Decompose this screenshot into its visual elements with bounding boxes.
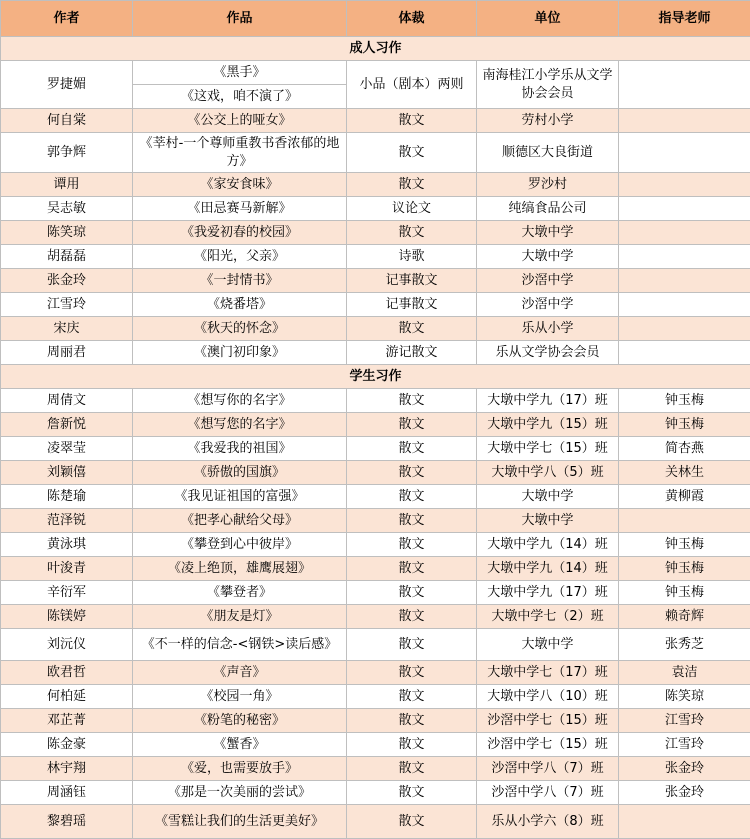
unit-cell: 大墩中学九（15）班 xyxy=(477,413,619,437)
author-cell: 黄泳琪 xyxy=(1,533,133,557)
work-cell: 《朋友是灯》 xyxy=(133,605,347,629)
table-row xyxy=(1,269,750,293)
table-row xyxy=(1,661,750,685)
teacher-cell: 江雪玲 xyxy=(619,733,750,757)
genre-cell: 诗歌 xyxy=(347,245,477,269)
genre-cell: 游记散文 xyxy=(347,341,477,365)
unit-cell: 大墩中学八（10）班 xyxy=(477,685,619,709)
work-cell: 《莘村-一个尊师重教书香浓郁的地方》 xyxy=(133,133,347,173)
table-header xyxy=(1,1,750,37)
genre-cell: 散文 xyxy=(347,109,477,133)
work-cell: 《家安食味》 xyxy=(133,173,347,197)
table-row xyxy=(1,245,750,269)
work-cell: 《一封情书》 xyxy=(133,269,347,293)
genre-cell: 议论文 xyxy=(347,197,477,221)
teacher-cell: 关林生 xyxy=(619,461,750,485)
work-cell: 《田忌赛马新解》 xyxy=(133,197,347,221)
table-row xyxy=(1,197,750,221)
teacher-cell: 袁洁 xyxy=(619,661,750,685)
genre-cell: 散文 xyxy=(347,509,477,533)
work-cell: 《想写您的名字》 xyxy=(133,413,347,437)
work-cell: 《想写你的名字》 xyxy=(133,389,347,413)
author-cell: 陈镁婷 xyxy=(1,605,133,629)
table-row xyxy=(1,293,750,317)
teacher-cell xyxy=(619,61,750,109)
table-row xyxy=(1,341,750,365)
unit-cell: 大墩中学 xyxy=(477,509,619,533)
genre-cell: 散文 xyxy=(347,173,477,197)
work-cell: 《这戏，咱不演了》 xyxy=(133,85,347,109)
work-cell: 《我爱我的祖国》 xyxy=(133,437,347,461)
teacher-cell xyxy=(619,197,750,221)
work-cell: 《烧番塔》 xyxy=(133,293,347,317)
teacher-cell: 赖奇辉 xyxy=(619,605,750,629)
genre-cell: 记事散文 xyxy=(347,293,477,317)
table-row xyxy=(1,413,750,437)
work-cell: 《攀登到心中彼岸》 xyxy=(133,533,347,557)
genre-cell: 散文 xyxy=(347,485,477,509)
table-row xyxy=(1,221,750,245)
unit-cell: 大墩中学七（15）班 xyxy=(477,437,619,461)
teacher-cell xyxy=(619,221,750,245)
work-cell: 《把孝心献给父母》 xyxy=(133,509,347,533)
table-row xyxy=(1,629,750,661)
work-cell: 《那是一次美丽的尝试》 xyxy=(133,781,347,805)
table-row xyxy=(1,133,750,173)
genre-cell: 散文 xyxy=(347,533,477,557)
section-title-adult: 成人习作 xyxy=(1,37,750,61)
unit-cell: 劳村小学 xyxy=(477,109,619,133)
teacher-cell xyxy=(619,341,750,365)
work-cell: 《蟹香》 xyxy=(133,733,347,757)
work-cell: 《声音》 xyxy=(133,661,347,685)
teacher-cell: 钟玉梅 xyxy=(619,557,750,581)
author-cell: 周丽君 xyxy=(1,341,133,365)
unit-cell: 沙滘中学八（7）班 xyxy=(477,757,619,781)
teacher-cell xyxy=(619,805,750,839)
table-row xyxy=(1,317,750,341)
author-cell: 凌翠莹 xyxy=(1,437,133,461)
genre-cell: 散文 xyxy=(347,221,477,245)
unit-cell: 大墩中学 xyxy=(477,629,619,661)
author-cell: 林宇翔 xyxy=(1,757,133,781)
unit-cell: 大墩中学 xyxy=(477,245,619,269)
author-cell: 江雪玲 xyxy=(1,293,133,317)
work-cell: 《我爱初春的校园》 xyxy=(133,221,347,245)
header-unit: 单位 xyxy=(477,1,619,37)
genre-cell: 散文 xyxy=(347,317,477,341)
table-row xyxy=(1,509,750,533)
unit-cell: 大墩中学 xyxy=(477,485,619,509)
work-cell: 《公交上的哑女》 xyxy=(133,109,347,133)
teacher-cell xyxy=(619,133,750,173)
table-row xyxy=(1,533,750,557)
work-cell: 《粉笔的秘密》 xyxy=(133,709,347,733)
author-cell: 邓芷菁 xyxy=(1,709,133,733)
genre-cell: 散文 xyxy=(347,685,477,709)
teacher-cell: 钟玉梅 xyxy=(619,581,750,605)
author-cell: 范泽锐 xyxy=(1,509,133,533)
table-row xyxy=(1,685,750,709)
author-cell: 张金玲 xyxy=(1,269,133,293)
work-cell: 《我见证祖国的富强》 xyxy=(133,485,347,509)
genre-cell: 散文 xyxy=(347,709,477,733)
teacher-cell xyxy=(619,245,750,269)
work-cell: 《不一样的信念-<钢铁>读后感》 xyxy=(133,629,347,661)
section-row-adult xyxy=(1,37,750,61)
genre-cell: 散文 xyxy=(347,557,477,581)
table-row xyxy=(1,461,750,485)
teacher-cell: 张秀芝 xyxy=(619,629,750,661)
table-row xyxy=(1,389,750,413)
author-cell: 谭用 xyxy=(1,173,133,197)
unit-cell: 沙滘中学七（15）班 xyxy=(477,733,619,757)
work-cell: 《校园一角》 xyxy=(133,685,347,709)
author-cell: 欧君哲 xyxy=(1,661,133,685)
genre-cell: 记事散文 xyxy=(347,269,477,293)
teacher-cell xyxy=(619,173,750,197)
genre-cell: 小品（剧本）两则 xyxy=(347,61,477,109)
unit-cell: 沙滘中学 xyxy=(477,269,619,293)
teacher-cell: 钟玉梅 xyxy=(619,413,750,437)
author-cell: 罗捷媚 xyxy=(1,61,133,109)
teacher-cell xyxy=(619,509,750,533)
unit-cell: 大墩中学九（14）班 xyxy=(477,557,619,581)
genre-cell: 散文 xyxy=(347,661,477,685)
author-cell: 詹新悦 xyxy=(1,413,133,437)
unit-cell: 沙滘中学八（7）班 xyxy=(477,781,619,805)
author-cell: 周倩文 xyxy=(1,389,133,413)
teacher-cell xyxy=(619,109,750,133)
teacher-cell: 钟玉梅 xyxy=(619,533,750,557)
unit-cell: 顺德区大良街道 xyxy=(477,133,619,173)
author-cell: 宋庆 xyxy=(1,317,133,341)
unit-cell: 大墩中学七（2）班 xyxy=(477,605,619,629)
author-cell: 刘沅仪 xyxy=(1,629,133,661)
work-cell: 《攀登者》 xyxy=(133,581,347,605)
table-body xyxy=(1,37,750,839)
genre-cell: 散文 xyxy=(347,413,477,437)
genre-cell: 散文 xyxy=(347,461,477,485)
table-row xyxy=(1,757,750,781)
author-cell: 周涵钰 xyxy=(1,781,133,805)
genre-cell: 散文 xyxy=(347,805,477,839)
genre-cell: 散文 xyxy=(347,581,477,605)
unit-cell: 大墩中学九（17）班 xyxy=(477,389,619,413)
table-row xyxy=(1,109,750,133)
table-row xyxy=(1,557,750,581)
table-row xyxy=(1,173,750,197)
work-cell: 《爱，也需要放手》 xyxy=(133,757,347,781)
work-cell: 《骄傲的国旗》 xyxy=(133,461,347,485)
unit-cell: 大墩中学九（14）班 xyxy=(477,533,619,557)
teacher-cell: 简杏燕 xyxy=(619,437,750,461)
teacher-cell: 钟玉梅 xyxy=(619,389,750,413)
author-cell: 黎碧瑶 xyxy=(1,805,133,839)
table-row xyxy=(1,581,750,605)
header-work: 作品 xyxy=(133,1,347,37)
table-row xyxy=(1,605,750,629)
unit-cell: 乐从小学六（8）班 xyxy=(477,805,619,839)
author-cell: 郭争辉 xyxy=(1,133,133,173)
author-cell: 何柏延 xyxy=(1,685,133,709)
table-row xyxy=(1,733,750,757)
author-cell: 陈笑琼 xyxy=(1,221,133,245)
work-cell: 《澳门初印象》 xyxy=(133,341,347,365)
work-cell: 《凌上绝顶，雄鹰展翅》 xyxy=(133,557,347,581)
unit-cell: 南海桂江小学乐从文学协会会员 xyxy=(477,61,619,109)
author-cell: 叶浚青 xyxy=(1,557,133,581)
genre-cell: 散文 xyxy=(347,757,477,781)
genre-cell: 散文 xyxy=(347,733,477,757)
table-row xyxy=(1,61,750,85)
unit-cell: 沙滘中学七（15）班 xyxy=(477,709,619,733)
unit-cell: 乐从小学 xyxy=(477,317,619,341)
author-cell: 陈楚瑜 xyxy=(1,485,133,509)
unit-cell: 纯缟食品公司 xyxy=(477,197,619,221)
unit-cell: 大墩中学 xyxy=(477,221,619,245)
unit-cell: 大墩中学八（5）班 xyxy=(477,461,619,485)
table-row xyxy=(1,781,750,805)
unit-cell: 罗沙村 xyxy=(477,173,619,197)
table-row xyxy=(1,709,750,733)
table-row xyxy=(1,805,750,839)
teacher-cell: 张金玲 xyxy=(619,781,750,805)
genre-cell: 散文 xyxy=(347,781,477,805)
teacher-cell: 张金玲 xyxy=(619,757,750,781)
teacher-cell xyxy=(619,317,750,341)
author-cell: 陈金豪 xyxy=(1,733,133,757)
unit-cell: 大墩中学七（17）班 xyxy=(477,661,619,685)
genre-cell: 散文 xyxy=(347,629,477,661)
author-cell: 吴志敏 xyxy=(1,197,133,221)
table-row xyxy=(1,437,750,461)
author-cell: 胡磊磊 xyxy=(1,245,133,269)
genre-cell: 散文 xyxy=(347,437,477,461)
header-genre: 体裁 xyxy=(347,1,477,37)
teacher-cell: 陈笑琼 xyxy=(619,685,750,709)
teacher-cell xyxy=(619,293,750,317)
section-row-student xyxy=(1,365,750,389)
author-cell: 辛衍军 xyxy=(1,581,133,605)
genre-cell: 散文 xyxy=(347,133,477,173)
genre-cell: 散文 xyxy=(347,389,477,413)
genre-cell: 散文 xyxy=(347,605,477,629)
teacher-cell: 黄柳霞 xyxy=(619,485,750,509)
work-cell: 《雪糕让我们的生活更美好》 xyxy=(133,805,347,839)
work-cell: 《秋天的怀念》 xyxy=(133,317,347,341)
teacher-cell xyxy=(619,269,750,293)
teacher-cell: 江雪玲 xyxy=(619,709,750,733)
header-row xyxy=(1,1,750,37)
unit-cell: 乐从文学协会会员 xyxy=(477,341,619,365)
work-cell: 《黑手》 xyxy=(133,61,347,85)
unit-cell: 大墩中学九（17）班 xyxy=(477,581,619,605)
header-author: 作者 xyxy=(1,1,133,37)
author-cell: 何自棠 xyxy=(1,109,133,133)
work-cell: 《阳光，父亲》 xyxy=(133,245,347,269)
table-row xyxy=(1,485,750,509)
section-title-student: 学生习作 xyxy=(1,365,750,389)
header-teacher: 指导老师 xyxy=(619,1,750,37)
unit-cell: 沙滘中学 xyxy=(477,293,619,317)
author-cell: 刘颖僖 xyxy=(1,461,133,485)
